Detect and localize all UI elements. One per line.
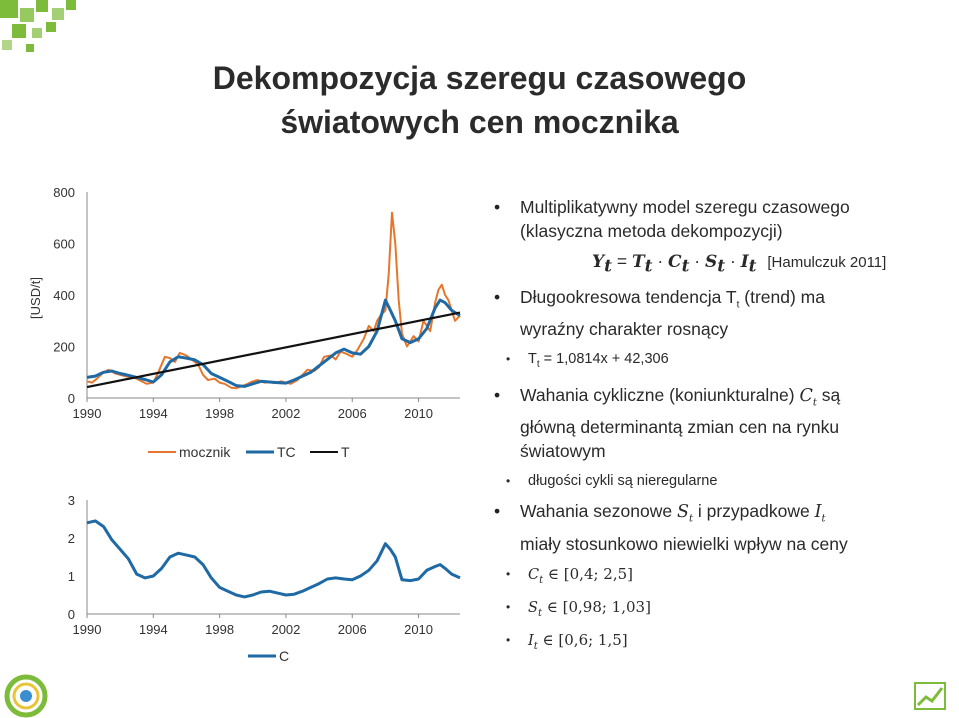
series-line-c (87, 521, 460, 597)
range-c-set: ∈ [0,4; 2,5] (543, 564, 634, 583)
y-tick-label: 1 (67, 569, 75, 584)
x-tick-label: 2010 (404, 622, 434, 637)
bullet-trend-sub: t (736, 299, 740, 310)
bullet-cyclic (492, 383, 952, 464)
series-line-tc (87, 300, 460, 386)
y-tick-label: 0 (67, 607, 75, 622)
formula-sub: t (604, 256, 612, 277)
sub-bullet-trend-eq (492, 347, 952, 377)
bullet-cyclic-b: są (816, 384, 841, 405)
formula-dot: · (725, 251, 741, 271)
range-i-set: ∈ [0,6; 1,5] (537, 630, 628, 649)
range-i-var: I (528, 632, 534, 649)
decomposition-formula (492, 249, 952, 279)
bullet-seasonal-a: Wahania sezonowe (520, 501, 677, 522)
bullet-cyclic-c: C (799, 385, 813, 406)
chart1-legend (148, 444, 350, 460)
bullet-trend-b: (trend) ma (739, 286, 825, 307)
x-tick-label: 2002 (271, 406, 301, 421)
bullet-seasonal-sub: t (688, 513, 693, 525)
bullet-model (492, 195, 952, 243)
sub-bullet-cycles (492, 469, 952, 493)
bullet-cyclic-sub: t (812, 397, 817, 409)
x-tick-label: 1990 (72, 622, 102, 637)
y-tick-label: 2 (67, 531, 75, 546)
price-chart (28, 185, 460, 460)
y-tick-label: 200 (53, 339, 75, 355)
bullet-cyclic-a: Wahania cykliczne (koniunkturalne) (520, 384, 800, 405)
x-tick-label: 2006 (337, 622, 367, 637)
citation: [Hamulczuk 2011] (767, 254, 887, 271)
sub-bullet-range-i (492, 628, 952, 659)
formula-sub: t (644, 256, 653, 277)
legend-label-c: C (279, 648, 290, 664)
x-tick-label: 2010 (404, 406, 434, 421)
cycle-chart (68, 493, 460, 664)
range-i-sub: t (533, 640, 538, 652)
trend-eq-sub: t (536, 358, 540, 370)
formula-i: I (740, 252, 749, 272)
bullet-model-line2: (klasyczna metoda dekompozycji) (520, 221, 783, 241)
formula-t: T (631, 252, 645, 272)
x-tick-label: 1998 (205, 622, 235, 637)
cycles-text: długości cykli są nieregularne (528, 473, 718, 490)
y-tick-label: 0 (67, 391, 75, 406)
y-tick-label: 600 (53, 236, 75, 252)
formula-eq: = (612, 251, 632, 271)
trend-eq-a: T (528, 351, 537, 367)
x-tick-label: 1998 (205, 406, 235, 421)
y-tick-label: 3 (67, 493, 75, 508)
title-line-2: światowych cen mocznika (280, 104, 679, 140)
sub-bullet-range-s (492, 595, 952, 626)
range-c-var: C (528, 566, 540, 583)
formula-dot: · (652, 251, 669, 271)
range-s-set: ∈ [0,98; 1,03] (541, 597, 651, 616)
y-tick-label: 800 (53, 185, 75, 200)
x-tick-label: 1990 (72, 406, 102, 421)
bullet-seasonal-s: S (676, 502, 689, 523)
bullet-seasonal-line2: miały stosunkowo niewielki wpływ na ceny (520, 533, 848, 554)
x-tick-label: 2006 (337, 406, 367, 421)
formula-sub: t (748, 256, 757, 277)
legend-label-tc: TC (277, 444, 296, 460)
range-c-sub: t (539, 574, 544, 586)
bullet-trend (492, 285, 952, 342)
chart-logo-icon (915, 683, 945, 709)
range-s-sub: t (537, 607, 542, 619)
series-line-mocznik (87, 213, 460, 389)
formula-dot: · (689, 251, 705, 271)
sub-bullet-range-c (492, 562, 952, 593)
series-line-t (87, 313, 460, 388)
bullet-seasonal-b: i przypadkowe (692, 501, 815, 522)
legend-label-t: T (341, 444, 350, 460)
bullet-seasonal-sub2: t (821, 513, 826, 525)
bullet-seasonal-i: I (814, 502, 822, 523)
x-tick-label: 2002 (271, 622, 301, 637)
chart2-legend (248, 648, 289, 664)
bullet-cyclic-line3: światowym (520, 441, 606, 462)
y-axis-label: [USD/t] (28, 277, 43, 319)
title-line-1: Dekompozycja szeregu czasowego (212, 60, 747, 96)
bullet-model-line1: Multiplikatywny model szeregu czasowego (520, 197, 850, 217)
legend-label-mocznik: mocznik (179, 444, 231, 460)
bullet-trend-line2: wyraźny charakter rosnący (520, 319, 729, 339)
trend-eq-b: = 1,0814x + 42,306 (539, 351, 669, 367)
bullet-trend-a: Długookresowa tendencja T (520, 286, 737, 307)
bullet-list (492, 195, 952, 665)
formula-s: S (704, 252, 718, 272)
formula-y: Y (592, 252, 605, 272)
formula-c: C (668, 252, 682, 272)
x-tick-label: 1994 (138, 406, 168, 421)
formula-sub: t (717, 256, 726, 277)
y-tick-label: 400 (53, 288, 75, 303)
bullet-cyclic-line2: główną determinantą zmian cen na rynku (520, 417, 840, 438)
x-tick-label: 1994 (138, 622, 168, 637)
formula-sub: t (681, 256, 690, 277)
bullet-seasonal (492, 499, 952, 556)
range-s-var: S (528, 599, 538, 616)
anniversary-logo (7, 677, 45, 715)
